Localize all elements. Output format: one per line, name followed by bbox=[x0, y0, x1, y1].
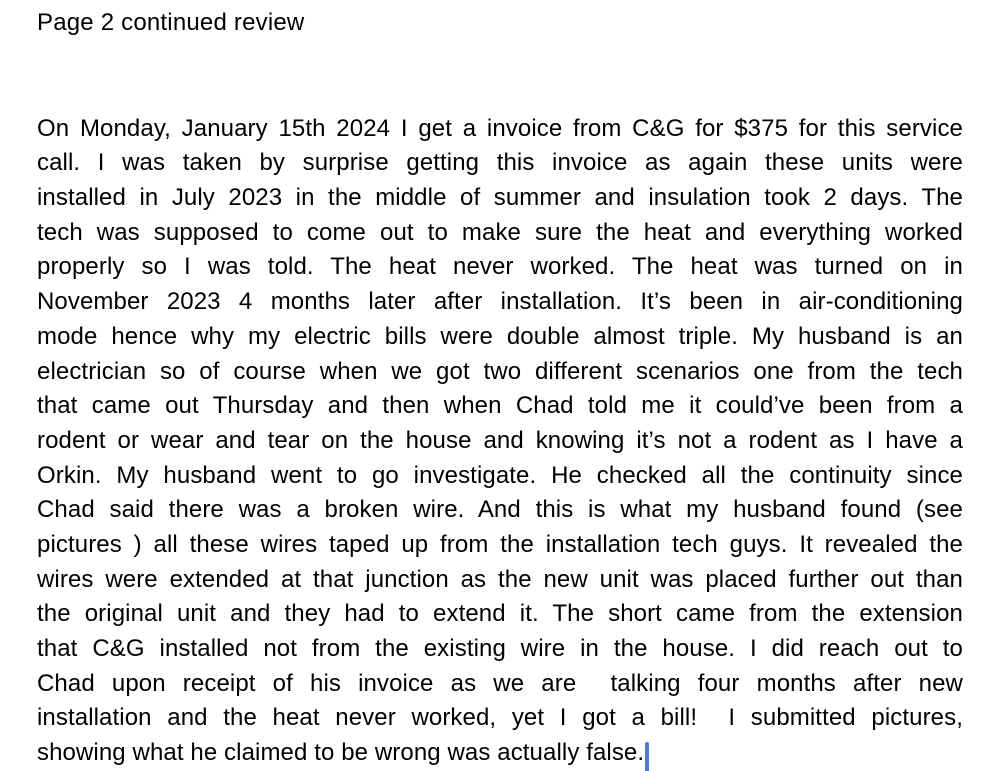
text-line[interactable]: On Monday, January 15th 2024 I get a invoice from C&G for $375 for this service bbox=[37, 114, 963, 142]
page-heading[interactable]: Page 2 continued review bbox=[37, 9, 305, 36]
text-line[interactable]: that C&G installed not from the existing wire in the house. I did reach out to bbox=[37, 635, 963, 663]
text-line[interactable]: pictures ) all these wires taped up from the installation tech guys. It revealed the bbox=[37, 530, 963, 558]
text-line[interactable]: rodent or wear and tear on the house and knowing it’s not a rodent as I have a bbox=[37, 426, 963, 454]
text-line[interactable]: tech was supposed to come out to make sure the heat and everything worked bbox=[37, 218, 963, 246]
text-line[interactable]: installed in July 2023 in the middle of summer and insulation took 2 days. The bbox=[37, 184, 963, 212]
text-cursor bbox=[645, 742, 649, 771]
text-line[interactable]: wires were extended at that junction as the new unit was placed further out than bbox=[37, 565, 963, 593]
body-text[interactable] bbox=[37, 112, 963, 771]
text-line[interactable]: call. I was taken by surprise getting this invoice as again these units were bbox=[37, 149, 963, 177]
text-line-content: showing what he claimed to be wrong was actually false. bbox=[37, 739, 645, 767]
text-line[interactable]: mode hence why my electric bills were double almost triple. My husband is an bbox=[37, 322, 963, 350]
text-line[interactable]: electrician so of course when we got two different scenarios one from the tech bbox=[37, 357, 963, 385]
text-line[interactable]: Chad said there was a broken wire. And this is what my husband found (see bbox=[37, 496, 963, 524]
text-line[interactable]: the original unit and they had to extend it. The short came from the extension bbox=[37, 600, 963, 628]
text-line[interactable]: installation and the heat never worked, yet I got a bill! I submitted pictures, bbox=[37, 704, 963, 732]
text-line[interactable] bbox=[37, 736, 963, 771]
text-line[interactable]: that came out Thursday and then when Chad told me it could’ve been from a bbox=[37, 392, 963, 420]
text-line[interactable]: November 2023 4 months later after installation. It’s been in air-conditioning bbox=[37, 288, 963, 316]
text-line[interactable]: properly so I was told. The heat never worked. The heat was turned on in bbox=[37, 253, 963, 281]
text-line[interactable]: Orkin. My husband went to go investigate. He checked all the continuity since bbox=[37, 461, 963, 489]
text-line[interactable]: Chad upon receipt of his invoice as we are talking four months after new bbox=[37, 669, 963, 697]
